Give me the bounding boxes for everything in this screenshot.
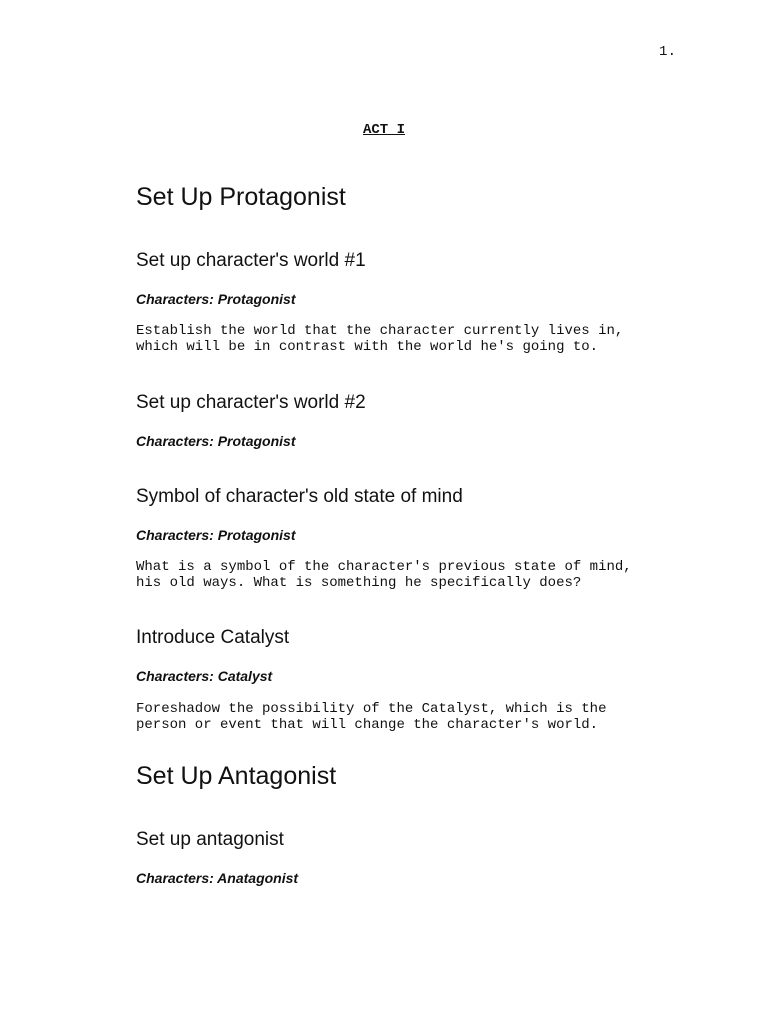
scene-description <box>136 323 696 355</box>
section-title-set-up-protagonist: Set Up Protagonist <box>136 183 346 211</box>
scene-characters: Characters: Protagonist <box>136 527 296 543</box>
scene-description <box>136 559 696 591</box>
scene-title: Symbol of character's old state of mind <box>136 486 463 507</box>
scene-title: Set up character's world #2 <box>136 392 366 413</box>
description-line: person or event that will change the character's world. <box>136 717 599 733</box>
page-number: 1. <box>659 44 677 60</box>
description-line: Establish the world that the character currently lives in, <box>136 323 624 339</box>
scene-characters: Characters: Catalyst <box>136 668 273 684</box>
scene-title: Set up antagonist <box>136 829 284 850</box>
scene-characters: Characters: Anatagonist <box>136 870 299 886</box>
scene-characters: Characters: Protagonist <box>136 433 296 449</box>
description-line: Foreshadow the possibility of the Catalyst, which is the <box>136 701 607 717</box>
section-title-set-up-antagonist: Set Up Antagonist <box>136 762 337 790</box>
scene-title: Set up character's world #1 <box>136 250 366 271</box>
scene-description <box>136 701 696 733</box>
act-heading: ACT I <box>362 122 405 138</box>
scene-characters: Characters: Protagonist <box>136 291 296 307</box>
scene-title: Introduce Catalyst <box>136 627 290 648</box>
description-line: his old ways. What is something he specifically does? <box>136 575 582 591</box>
description-line: which will be in contrast with the world he's going to. <box>136 339 599 355</box>
description-line: What is a symbol of the character's previous state of mind, <box>136 559 632 575</box>
